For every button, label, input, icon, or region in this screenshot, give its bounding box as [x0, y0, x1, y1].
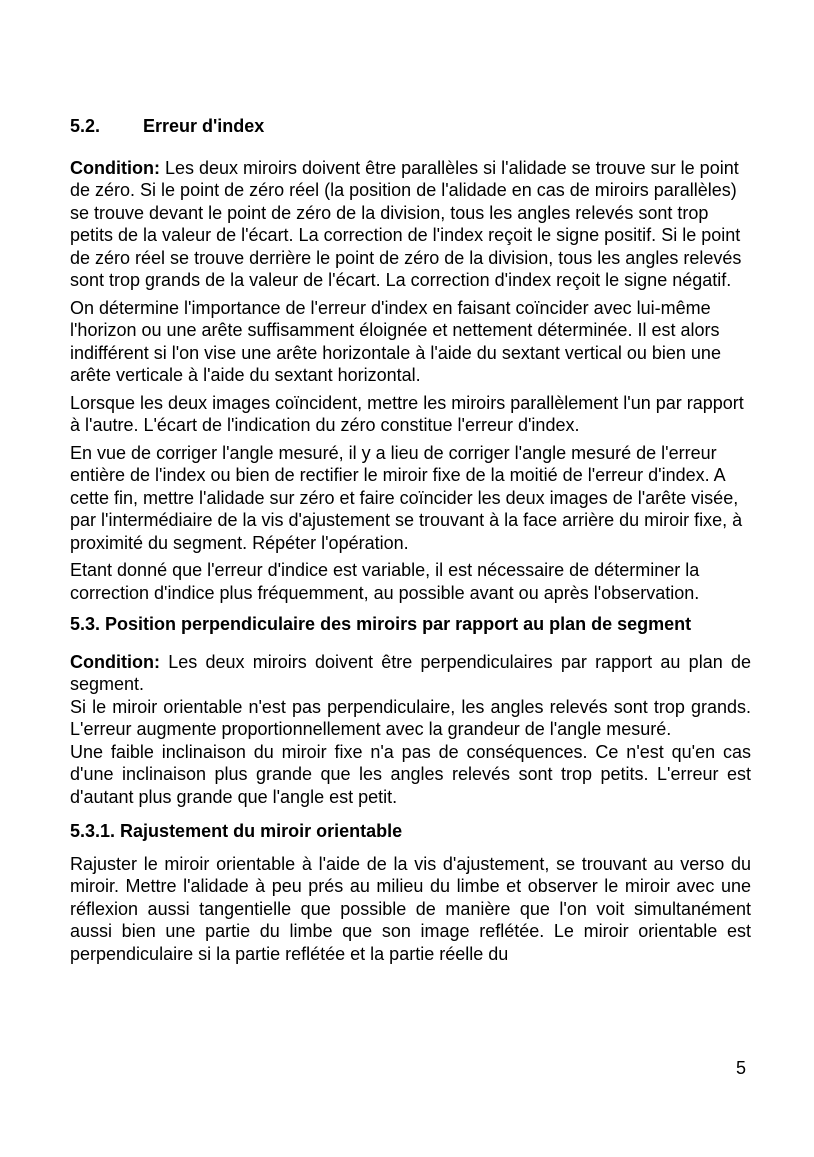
condition-label: Condition:	[70, 651, 160, 672]
paragraph-condition-index	[70, 157, 751, 292]
paragraph-images-coincident: Lorsque les deux images coïncident, mettre les miroirs parallèlement l'un par rapport à l'autre. L'écart de l'indication du zéro constitue l'erreur d'index.	[70, 392, 744, 435]
heading-number: 5.3.1.	[70, 821, 116, 841]
heading-number: 5.3.	[70, 614, 101, 634]
paragraph-faible-inclinaison: Une faible inclinaison du miroir fixe n'a pas de conséquences. Ce n'est qu'en cas d'une inclinaison plus grande que les angles relevés sont trop petits. L'erreur est d'autant plus grande que l'angle est petit.	[70, 741, 751, 807]
heading-title: Erreur d'index	[143, 116, 265, 136]
condition-label: Condition:	[70, 157, 160, 178]
paragraph-erreur-variable: Etant donné que l'erreur d'indice est variable, il est nécessaire de déterminer la correction d'indice plus fréquemment, au possible avant ou après l'observation.	[70, 560, 700, 603]
paragraph-text: Les deux miroirs doivent être parallèles si l'alidade se trouve sur le point de zéro. Si le point de zéro réel (la position de l'alidade en cas de miroirs parallèles) se trouve devant le point de zéro de la division, tous les angles relevés sont trop petits de la valeur de l'écart. La correction de l'index reçoit le signe positif. Si le point de zéro réel se trouve derrière le point de zéro de la division, tous les angles relevés sont trop grands de la valeur de l'écart. La correction d'index reçoit le signe négatif.	[70, 157, 742, 290]
paragraph-determine-error: On détermine l'importance de l'erreur d'index en faisant coïncider avec lui-même l'horizon ou une arête suffisamment éloignée et nettement déterminée. Il est alors indifférent si l'on vise une arête horizontale à l'aide du sextant vertical ou bien une arête verticale à l'aide du sextant horizontal.	[70, 297, 721, 385]
section-heading-index-error	[70, 115, 751, 138]
section-heading-rajustement	[70, 820, 751, 843]
paragraph-rajuster-miroir: Rajuster le miroir orientable à l'aide de la vis d'ajustement, se trouvant au verso du miroir. Mettre l'alidade à peu prés au milieu du limbe et observer le miroir avec une réflexion aussi tangentielle que possible de manière que l'on voit simultanément aussi bien une partie du limbe que son image reflétée. Le miroir orientable est perpendiculaire si la partie reflétée et la partie réelle du	[70, 853, 751, 964]
page-number: 5	[735, 1058, 746, 1078]
heading-title: Rajustement du miroir orientable	[120, 821, 403, 841]
paragraph-text: Les deux miroirs doivent être perpendiculaires par rapport au plan de segment.	[70, 651, 751, 694]
paragraph-miroir-orientable: Si le miroir orientable n'est pas perpendiculaire, les angles relevés sont trop grands. L'erreur augmente proportionnellement avec la grandeur de l'angle mesuré.	[70, 696, 751, 739]
paragraph-condition-perpendicular	[70, 651, 751, 696]
section-heading-perpendicular-position	[70, 613, 751, 636]
heading-number: 5.2.	[70, 116, 101, 136]
paragraph-corriger-angle: En vue de corriger l'angle mesuré, il y a lieu de corriger l'angle mesuré de l'erreur entière de l'index ou bien de rectifier le miroir fixe de la moitié de l'erreur d'index. A cette fin, mettre l'alidade sur zéro et faire coïncider les deux images de l'arête visée, par l'intermédiaire de la vis d'ajustement se trouvant à la face arrière du miroir fixe, à proximité du segment. Répéter l'opération.	[70, 442, 743, 553]
heading-title: Position perpendiculaire des miroirs par rapport au plan de segment	[105, 614, 692, 634]
